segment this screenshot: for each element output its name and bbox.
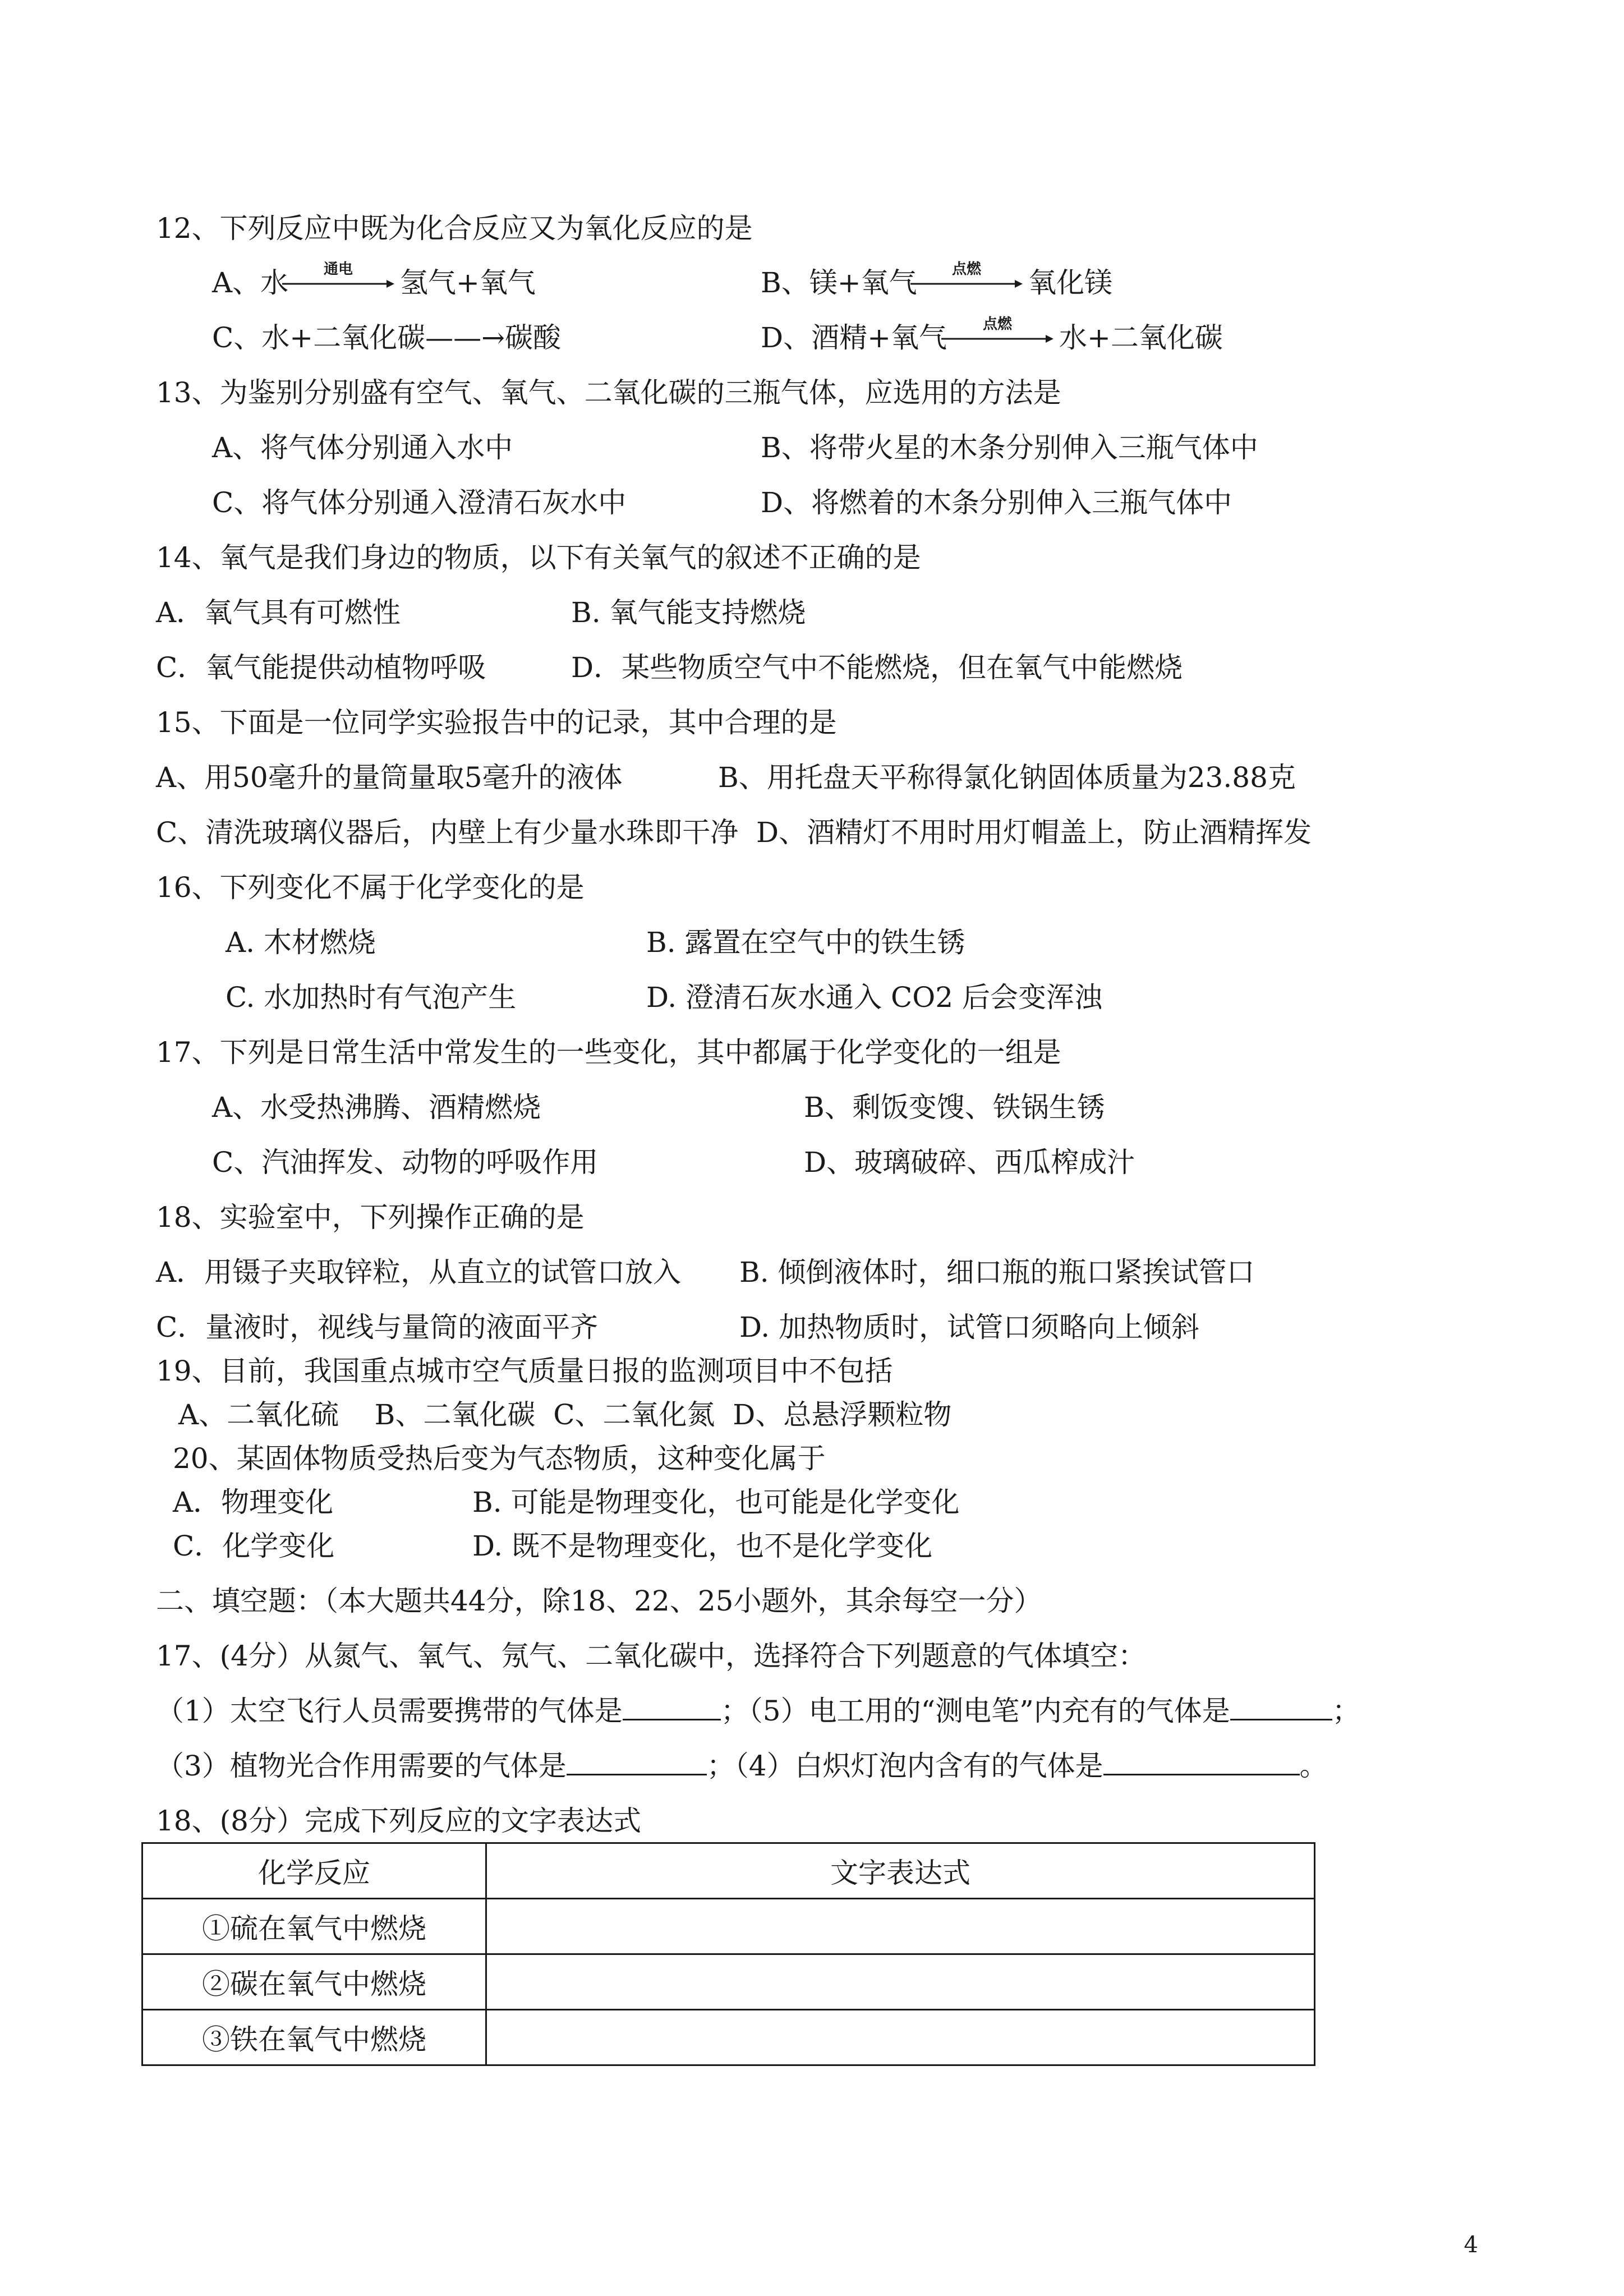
expression-answer-cell[interactable] bbox=[486, 1899, 1315, 1954]
q12-options-ab bbox=[212, 261, 1558, 300]
q13-options-ab bbox=[212, 431, 1558, 464]
fill17-part3-text: （3）植物光合作用需要的气体是 bbox=[156, 1750, 567, 1782]
arrow-right-icon bbox=[910, 278, 1023, 289]
reaction-cell: ②碳在氧气中燃烧 bbox=[142, 1954, 486, 2010]
q15-option-c: C、清洗玻璃仪器后，内壁上有少量水珠即干净 bbox=[156, 816, 739, 849]
fill17-stem: 17、(4分）从氮气、氧气、氖气、二氧化碳中，选择符合下列题意的气体填空： bbox=[156, 1640, 1146, 1672]
section2-heading: 二、填空题：（本大题共44分，除18、22、25小题外，其余每空一分） bbox=[156, 1585, 1042, 1617]
q12-d-arrow bbox=[941, 316, 1053, 355]
q12-a-condition: 通电 bbox=[323, 261, 353, 278]
table-row bbox=[142, 1899, 1315, 1954]
q20-stem: 20、某固体物质受热后变为气态物质，这种变化属于 bbox=[173, 1442, 826, 1475]
q20-option-a: A．物理变化 bbox=[173, 1486, 334, 1519]
q17-option-b: B、剩饭变馊、铁锅生锈 bbox=[804, 1091, 1105, 1124]
q18-option-a: A．用镊子夹取锌粒，从直立的试管口放入 bbox=[156, 1256, 682, 1289]
q17-option-d: D、玻璃破碎、西瓜榨成汁 bbox=[804, 1146, 1135, 1179]
q15-options-ab bbox=[156, 761, 1502, 794]
q12-option-a-right: 氢气+氧气 bbox=[400, 266, 536, 299]
q16-option-c: C. 水加热时有气泡产生 bbox=[226, 981, 517, 1014]
fill17-blank-5[interactable] bbox=[1230, 1694, 1332, 1720]
q12-a-arrow bbox=[282, 261, 394, 300]
table-header-row bbox=[142, 1843, 1315, 1899]
fill17-blank-1[interactable] bbox=[623, 1694, 721, 1720]
expression-answer-cell[interactable] bbox=[486, 1954, 1315, 2010]
q13-option-a: A、将气体分别通入水中 bbox=[212, 431, 513, 464]
fill17-part4-text: ；（4）白炽灯泡内含有的气体是 bbox=[706, 1750, 1103, 1782]
q18-options-cd bbox=[156, 1310, 1502, 1344]
q18-option-b: B. 倾倒液体时，细口瓶的瓶口紧挨试管口 bbox=[739, 1256, 1255, 1289]
q18-stem: 18、实验室中，下列操作正确的是 bbox=[156, 1201, 585, 1234]
expression-answer-cell[interactable] bbox=[486, 2010, 1315, 2065]
q15-option-a: A、用50毫升的量筒量取5毫升的液体 bbox=[156, 761, 623, 794]
q16-stem: 16、下列变化不属于化学变化的是 bbox=[156, 871, 585, 904]
fill17-line2-tail: 。 bbox=[1299, 1750, 1328, 1782]
q14-option-c: C．氧气能提供动植物呼吸 bbox=[156, 651, 486, 684]
q14-option-b: B. 氧气能支持燃烧 bbox=[571, 596, 806, 629]
fill17-part5-text: ；（5）电工用的“测电笔”内充有的气体是 bbox=[720, 1695, 1230, 1727]
q20-option-c: C．化学变化 bbox=[173, 1530, 335, 1562]
q12-option-d-left: D、酒精+氧气 bbox=[761, 321, 947, 354]
q16-option-b: B. 露置在空气中的铁生锈 bbox=[646, 926, 965, 959]
header-expression: 文字表达式 bbox=[486, 1843, 1315, 1899]
q12-option-c: C、水+二氧化碳——→碳酸 bbox=[212, 321, 562, 354]
q12-b-condition: 点燃 bbox=[951, 261, 981, 278]
header-reaction: 化学反应 bbox=[142, 1843, 486, 1899]
q19-options: A、二氧化硫 B、二氧化碳 C、二氧化氮 D、总悬浮颗粒物 bbox=[178, 1398, 952, 1431]
q18-option-c: C．量液时，视线与量筒的液面平齐 bbox=[156, 1311, 599, 1343]
table-row bbox=[142, 2010, 1315, 2065]
q16-options-ab bbox=[226, 926, 1516, 959]
q20-options-cd bbox=[173, 1529, 1463, 1563]
q17-option-c: C、汽油挥发、动物的呼吸作用 bbox=[212, 1146, 599, 1179]
q16-option-a: A. 木材燃烧 bbox=[226, 926, 376, 959]
q17-stem: 17、下列是日常生活中常发生的一些变化，其中都属于化学变化的一组是 bbox=[156, 1036, 1061, 1069]
q19-stem: 19、目前，我国重点城市空气质量日报的监测项目中不包括 bbox=[156, 1355, 893, 1387]
q18-option-d: D. 加热物质时，试管口须略向上倾斜 bbox=[739, 1311, 1200, 1343]
q20-options-ab bbox=[173, 1485, 1463, 1519]
fill17-line1-tail: ； bbox=[1332, 1695, 1360, 1727]
q18-options-ab bbox=[156, 1255, 1502, 1289]
q14-options-cd bbox=[156, 651, 1502, 684]
q17-option-a: A、水受热沸腾、酒精燃烧 bbox=[212, 1091, 541, 1124]
q17-options-cd bbox=[212, 1145, 1502, 1179]
fill17-blank-3[interactable] bbox=[567, 1749, 707, 1775]
q13-option-d: D、将燃着的木条分别伸入三瓶气体中 bbox=[761, 486, 1232, 519]
q12-option-b-right: 氧化镁 bbox=[1028, 266, 1112, 299]
q14-options-ab bbox=[156, 596, 1502, 629]
q16-options-cd bbox=[226, 981, 1516, 1014]
fill17-line2 bbox=[156, 1749, 1328, 1783]
expression-table bbox=[141, 1842, 1315, 2066]
q17-options-ab bbox=[212, 1091, 1502, 1124]
fill17-blank-4[interactable] bbox=[1103, 1749, 1300, 1775]
q15-options-cd bbox=[156, 816, 1502, 849]
arrow-right-icon bbox=[941, 333, 1053, 344]
q13-option-c: C、将气体分别通入澄清石灰水中 bbox=[212, 486, 627, 519]
q12-option-d-right: 水+二氧化碳 bbox=[1059, 321, 1223, 354]
arrow-right-icon bbox=[282, 278, 394, 289]
reaction-cell: ③铁在氧气中燃烧 bbox=[142, 2010, 486, 2065]
q12-options-cd bbox=[212, 316, 1558, 355]
table-row bbox=[142, 1954, 1315, 2010]
q12-option-a-left: A、水 bbox=[212, 266, 289, 299]
q12-stem: 12、下列反应中既为化合反应又为氧化反应的是 bbox=[156, 212, 753, 245]
q13-option-b: B、将带火星的木条分别伸入三瓶气体中 bbox=[761, 431, 1258, 464]
q14-stem: 14、氧气是我们身边的物质，以下有关氧气的叙述不正确的是 bbox=[156, 541, 921, 574]
q14-option-a: A．氧气具有可燃性 bbox=[156, 596, 401, 629]
q15-option-b: B、用托盘天平称得氯化钠固体质量为23.88克 bbox=[718, 761, 1296, 794]
q16-option-d: D. 澄清石灰水通入 CO2 后会变浑浊 bbox=[646, 981, 1102, 1014]
q14-option-d: D．某些物质空气中不能燃烧，但在氧气中能燃烧 bbox=[571, 651, 1183, 684]
fill18-stem: 18、(8分）完成下列反应的文字表达式 bbox=[156, 1805, 641, 1837]
q12-b-arrow bbox=[910, 261, 1023, 300]
q20-option-b: B. 可能是物理变化，也可能是化学变化 bbox=[472, 1486, 960, 1519]
page-number: 4 bbox=[1464, 2232, 1478, 2258]
q20-option-d: D. 既不是物理变化，也不是化学变化 bbox=[472, 1530, 933, 1562]
q12-option-b-left: B、镁+氧气 bbox=[761, 266, 917, 299]
fill17-part1-text: （1）太空飞行人员需要携带的气体是 bbox=[156, 1695, 623, 1727]
reaction-cell: ①硫在氧气中燃烧 bbox=[142, 1899, 486, 1954]
q13-stem: 13、为鉴别分别盛有空气、氧气、二氧化碳的三瓶气体，应选用的方法是 bbox=[156, 376, 1061, 409]
fill17-line1 bbox=[156, 1694, 1360, 1728]
q13-options-cd bbox=[212, 486, 1558, 519]
q12-d-condition: 点燃 bbox=[982, 316, 1012, 333]
q15-option-d: D、酒精灯不用时用灯帽盖上，防止酒精挥发 bbox=[756, 816, 1312, 849]
q15-stem: 15、下面是一位同学实验报告中的记录，其中合理的是 bbox=[156, 706, 837, 739]
